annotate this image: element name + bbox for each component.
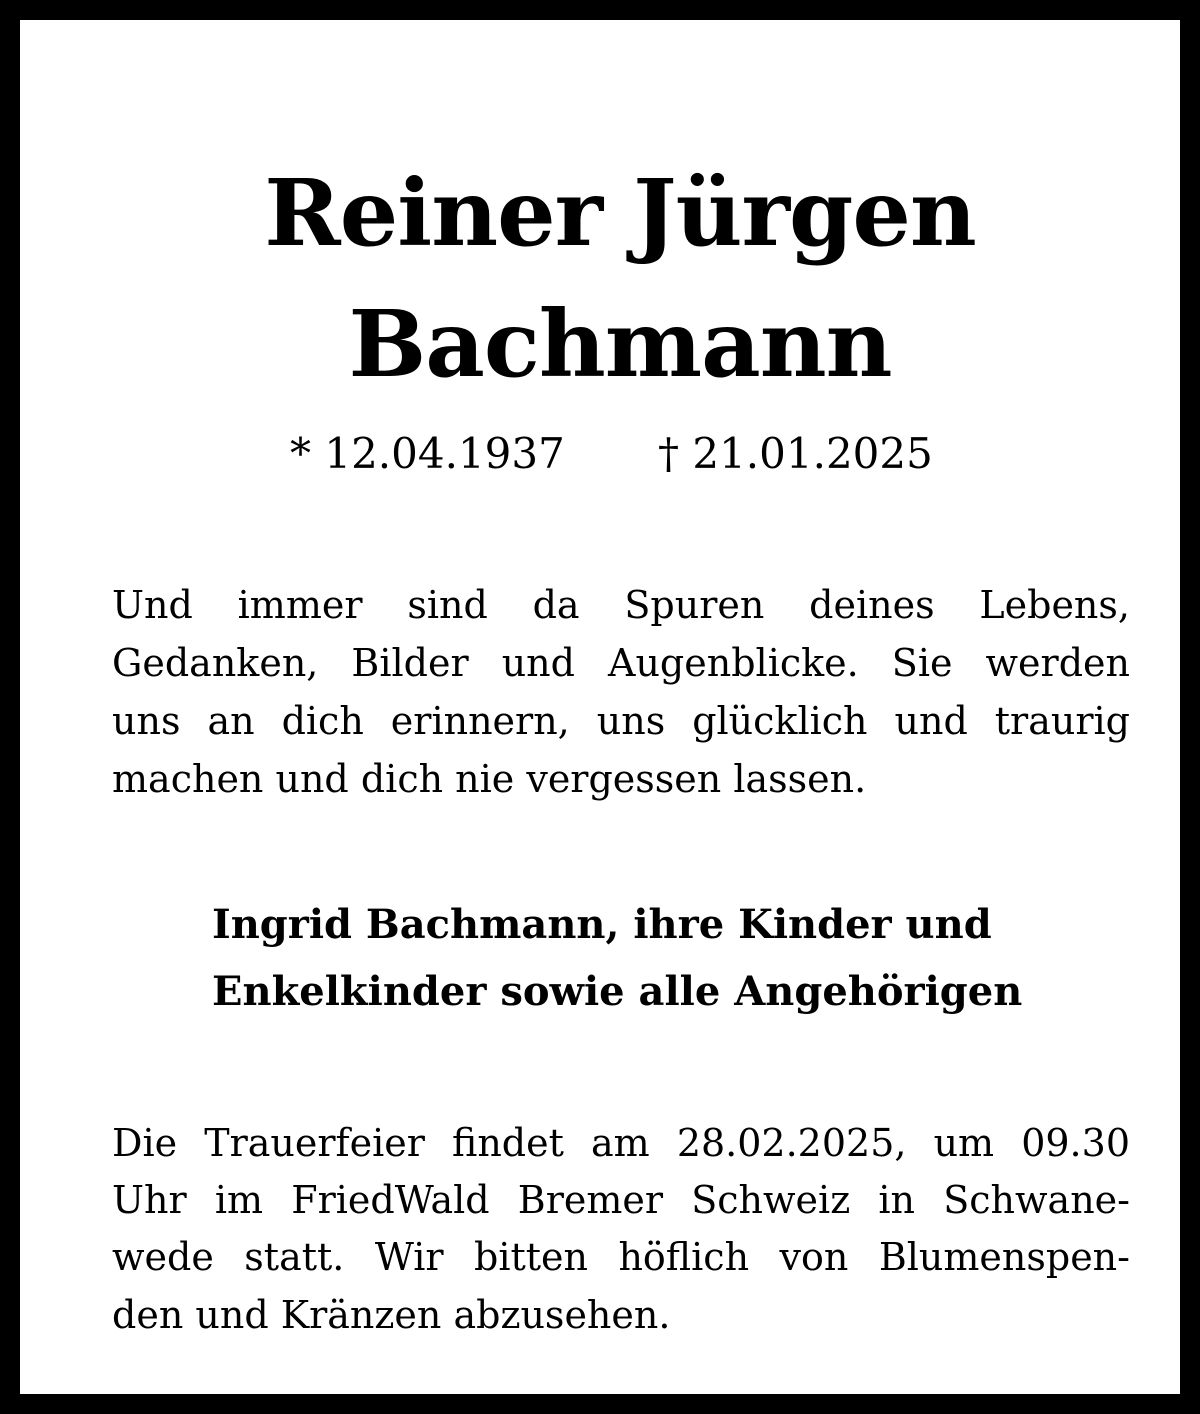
funeral-notice-line: wede statt. Wir bitten höflich von Blumenspen- — [112, 1235, 1130, 1279]
birth-date: * 12.04.1937 — [290, 429, 565, 478]
death-date: † 21.01.2025 — [658, 429, 933, 478]
mourners-line: Ingrid Bachmann, ihre Kinder und — [212, 901, 992, 948]
verse-line: uns an dich erinnern, uns glücklich und traurig — [112, 699, 1130, 743]
verse-line: Und immer sind da Spuren deines Lebens, — [112, 583, 1130, 627]
deceased-name-first: Reiner Jürgen — [264, 159, 976, 267]
funeral-notice-line: Die Trauerfeier findet am 28.02.2025, um 09.30 — [112, 1121, 1130, 1165]
funeral-notice-line: den und Kränzen abzusehen. — [112, 1293, 671, 1337]
verse-line: Gedanken, Bilder und Augenblicke. Sie werden — [112, 641, 1130, 685]
verse-line: machen und dich nie vergessen lassen. — [112, 757, 867, 801]
funeral-notice-line: Uhr im FriedWald Bremer Schweiz in Schwane- — [112, 1178, 1130, 1222]
mourners-line: Enkelkinder sowie alle Angehörigen — [212, 968, 1023, 1015]
deceased-name-last: Bachmann — [348, 290, 892, 398]
